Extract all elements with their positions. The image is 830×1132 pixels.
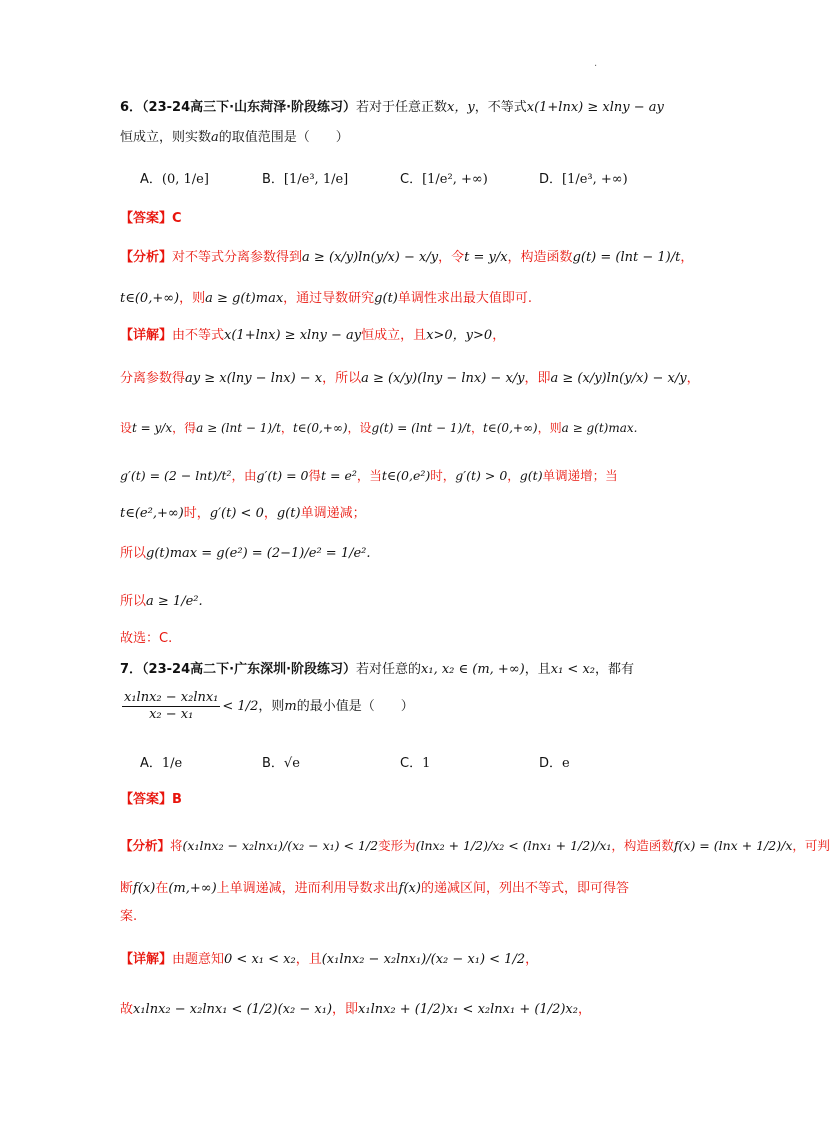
q6-detail-line1: 【详解】由不等式x(1+lnx) ≥ xlny − ay恒成立，且x>0，y>0， — [120, 328, 506, 343]
q6-final-choice: 故选：C. — [120, 631, 173, 646]
q7-fraction: $\frac{\text{x₁lnx₂ − x₂lnx₁}}{\text{x₂ − x₁}}$ — [124, 690, 219, 722]
q6-answer: 【答案】C — [120, 211, 182, 226]
q7-answer: 【答案】B — [120, 792, 182, 807]
q6-detail-line6: 所以g(t)max = g(e²) = (2−1)/e² = 1/e². — [120, 546, 371, 561]
q6-detail-line2: 分离参数得ay ≥ x(lny − lnx) − x，所以a ≥ (x/y)(lny − lnx) − x/y，即a ≥ (x/y)ln(y/x) − x/y， — [120, 371, 700, 386]
q7-number: 7． — [120, 662, 143, 677]
q6-option-a: A．(0, 1/e] — [140, 172, 209, 187]
q7-option-b: B．√e — [262, 756, 300, 771]
q7-analysis-line2: 断f(x)在(m,+∞)上单调递减，进而利用导数求出f(x)的递减区间，列出不等式，即可得答 — [120, 881, 629, 896]
q7-option-d: D．e — [539, 756, 570, 771]
q6-analysis-line1: 【分析】对不等式分离参数得到a ≥ (x/y)ln(y/x) − x/y，令t = y/x，构造函数g(t) = (lnt − 1)/t， — [120, 250, 694, 265]
q6-number: 6． — [120, 100, 143, 115]
q7-analysis-line3: 案. — [120, 909, 138, 924]
q6-detail-line4: g′(t) = (2 − lnt)/t²，由g′(t) = 0得t = e²，当t∈(0,e²)时，g′(t) > 0，g(t)单调递增；当 — [120, 468, 618, 483]
page-marker: . — [594, 58, 598, 69]
q7-analysis-line1: 【分析】将(x₁lnx₂ − x₂lnx₁)/(x₂ − x₁) < 1/2变形为(lnx₂ + 1/2)/x₂ < (lnx₁ + 1/2)/x₁，构造函数f(x) = (lnx + 1/2)/x，可判 — [120, 838, 830, 853]
q7-source: （23-24高二下·广东深圳·阶段练习） — [142, 662, 357, 677]
q7-stem-line2: $\frac{\text{x₁lnx₂ − x₂lnx₁}}{\text{x₂ − x₁}}$ < 1/2，则m的最小值是（ ） — [124, 690, 414, 722]
q7-option-a: A．1/e — [140, 756, 183, 771]
q6-option-c: C．[1/e², +∞) — [400, 172, 488, 187]
q7-detail-line1: 【详解】由题意知0 < x₁ < x₂，且(x₁lnx₂ − x₂lnx₁)/(x₂ − x₁) < 1/2， — [120, 952, 539, 967]
q6-option-b: B．[1/e³, 1/e] — [262, 172, 349, 187]
q6-option-d: D．[1/e³, +∞) — [539, 172, 628, 187]
q7-stem-line1: 7．（23-24高二下·广东深圳·阶段练习）若对任意的x₁, x₂ ∈ (m, +∞)，且x₁ < x₂，都有 — [120, 662, 635, 677]
q6-detail-line5: t∈(e²,+∞)时，g′(t) < 0，g(t)单调递减； — [120, 506, 366, 521]
q6-detail-line7: 所以a ≥ 1/e². — [120, 594, 203, 609]
q7-option-c: C．1 — [400, 756, 431, 771]
q6-analysis-line2: t∈(0,+∞)，则a ≥ g(t)max，通过导数研究g(t)单调性求出最大值即可. — [120, 291, 533, 306]
q6-inequality: x(1+lnx) ≥ xlny − ay — [526, 100, 664, 115]
q6-stem-line1: 6．（23-24高三下·山东菏泽·阶段练习）若对于任意正数x，y，不等式x(1+lnx) ≥ xlny − ay — [120, 100, 664, 115]
q6-stem-line2: 恒成立，则实数a的取值范围是（ ） — [120, 130, 349, 145]
q6-detail-line3: 设t = y/x，得a ≥ (lnt − 1)/t，t∈(0,+∞)，设g(t) = (lnt − 1)/t，t∈(0,+∞)，则a ≥ g(t)max. — [120, 421, 638, 435]
q7-detail-line2: 故x₁lnx₂ − x₂lnx₁ < (1/2)(x₂ − x₁)，即x₁lnx₂ + (1/2)x₁ < x₂lnx₁ + (1/2)x₂， — [120, 1002, 591, 1017]
q6-source: （23-24高三下·山东菏泽·阶段练习） — [142, 100, 357, 115]
